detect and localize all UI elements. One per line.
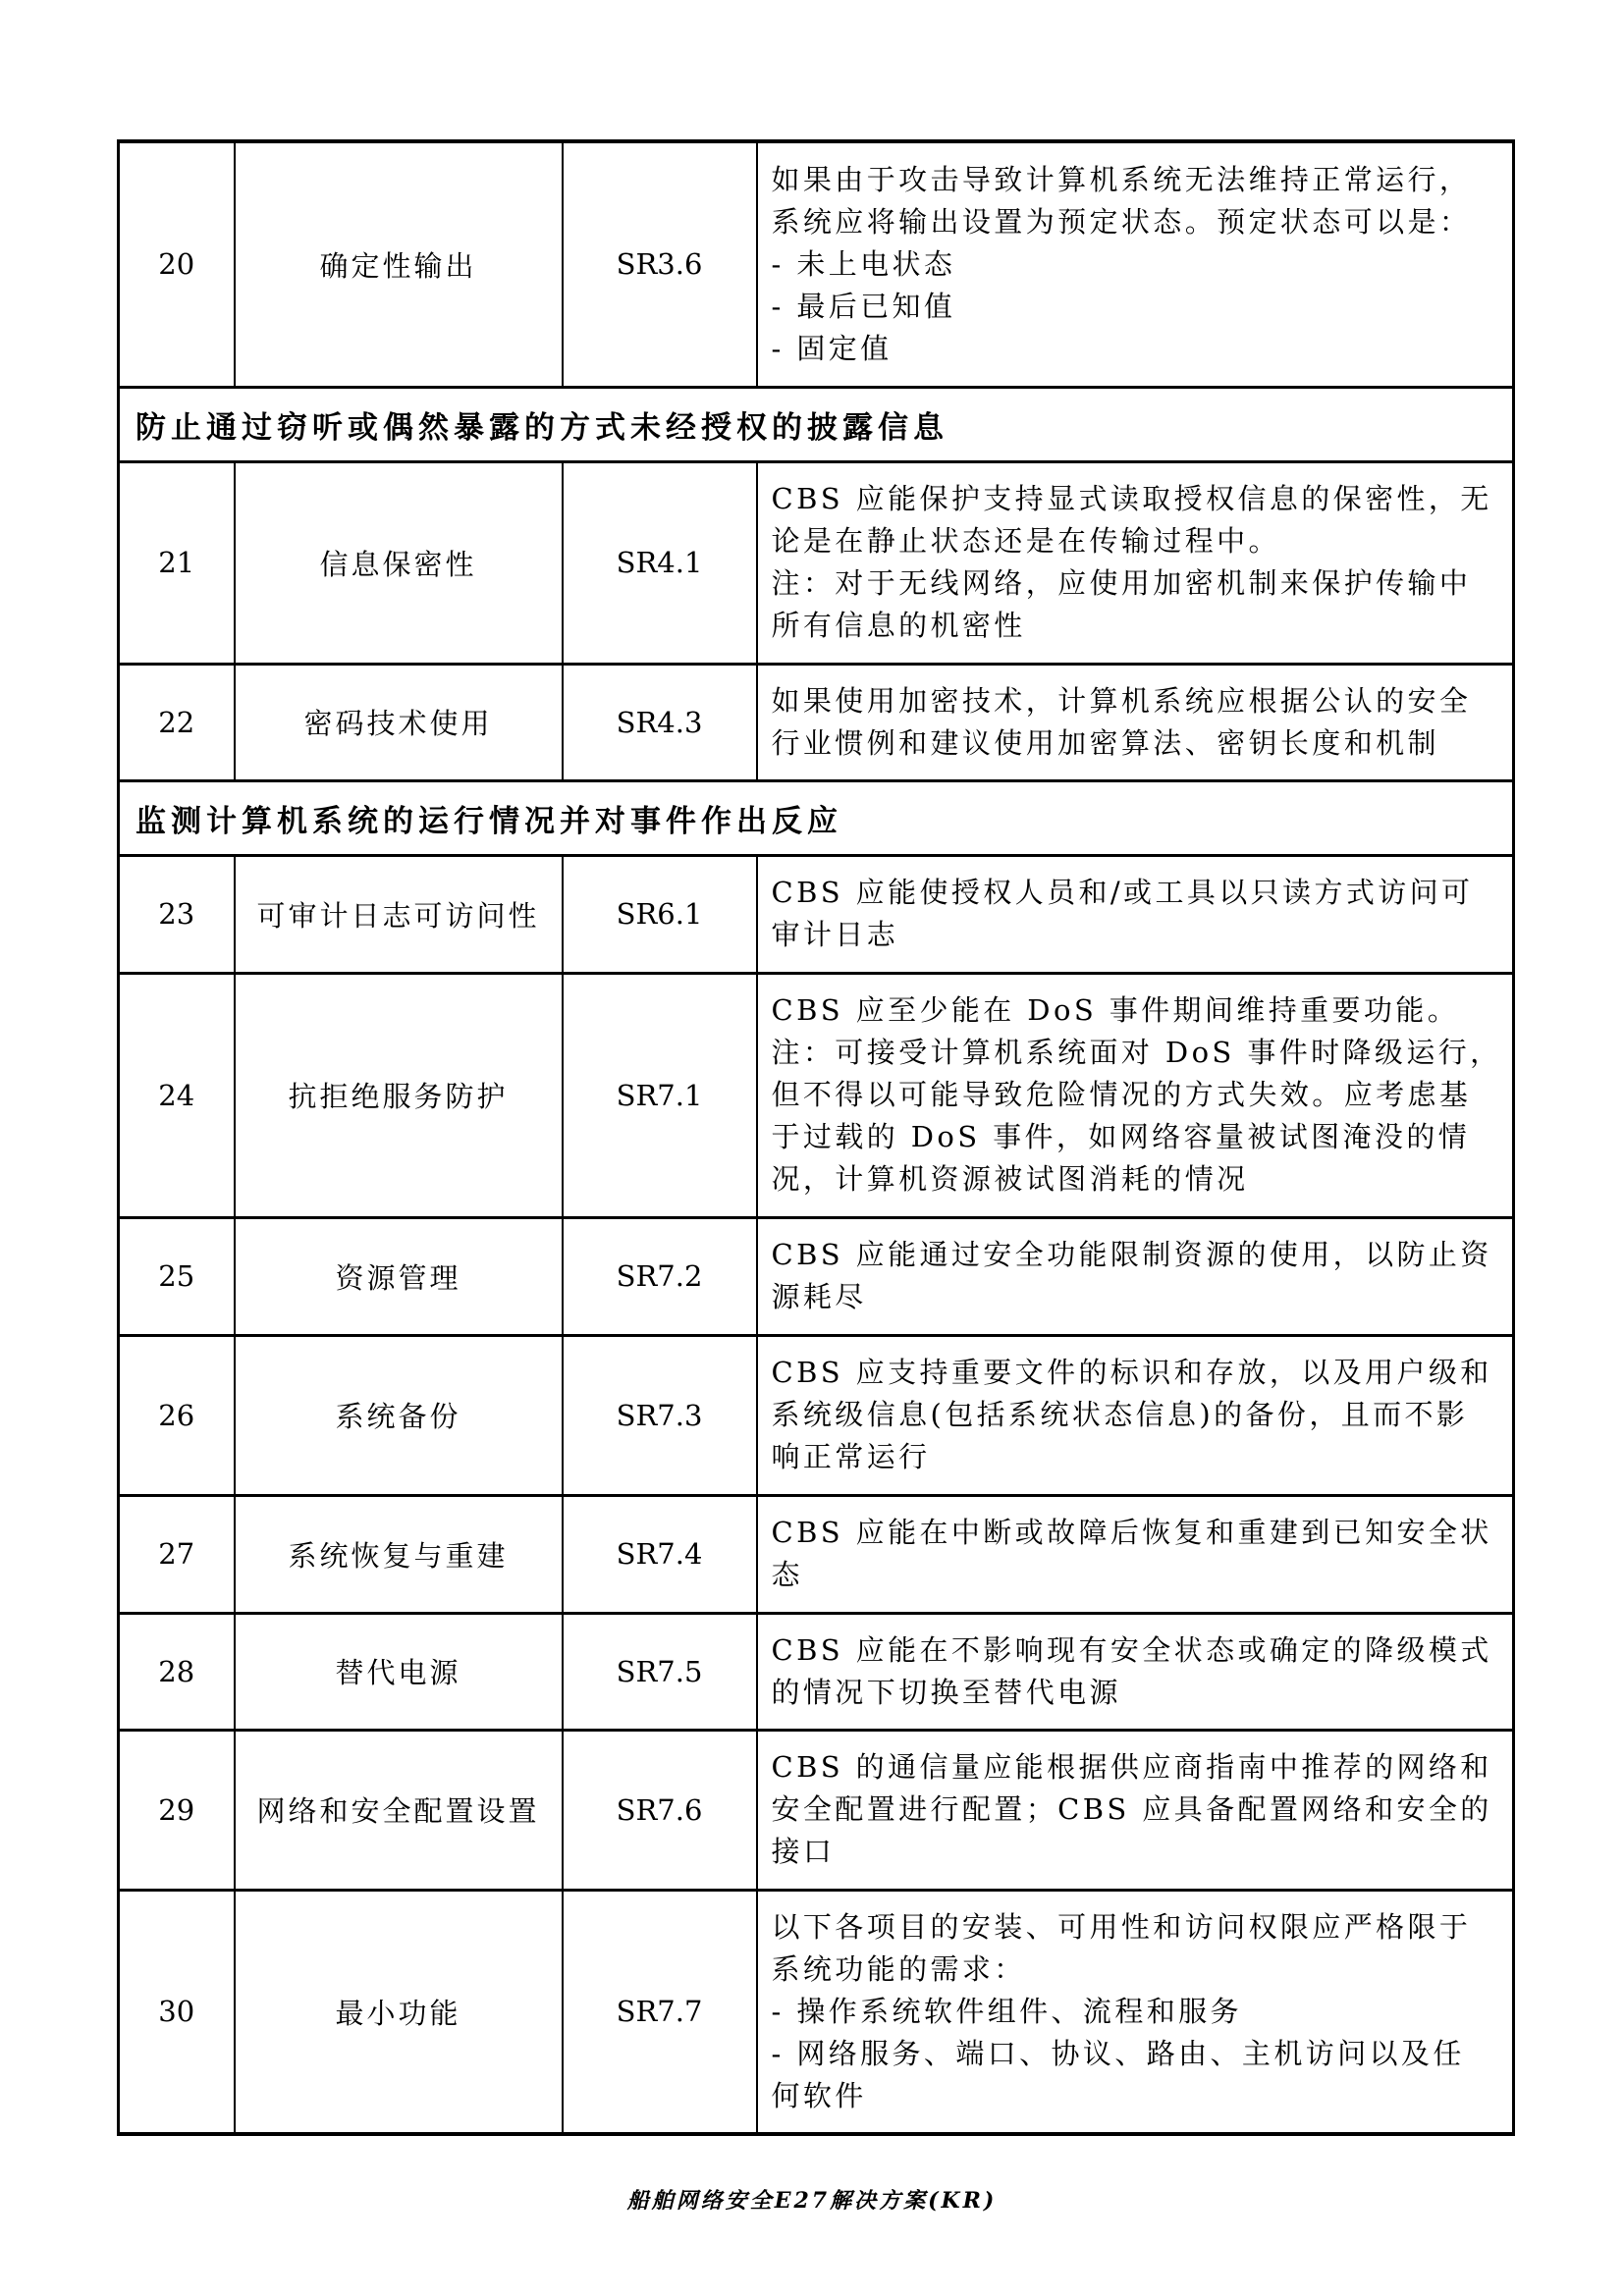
description-line: CBS 应支持重要文件的标识和存放，以及用户级和: [771, 1356, 1492, 1389]
requirement-name: 资源管理: [235, 1217, 563, 1335]
row-number: 23: [119, 855, 235, 973]
description-line: 安全配置进行配置；CBS 应具备配置网络和安全的: [771, 1792, 1492, 1826]
section-header-row: [119, 387, 1514, 461]
description-line: CBS 应能在不影响现有安全状态或确定的降级模式: [771, 1632, 1492, 1667]
description-line: CBS 应至少能在 DoS 事件期间维持重要功能。: [771, 993, 1460, 1027]
row-number: 29: [119, 1730, 235, 1890]
table-row: [119, 1495, 1514, 1613]
requirement-reference: SR7.6: [563, 1730, 757, 1890]
description-line: 系统功能的需求：: [771, 1951, 1026, 1986]
description-line: 系统级信息(包括系统状态信息)的备份，且而不影: [771, 1398, 1469, 1431]
requirement-reference: SR3.6: [563, 141, 757, 387]
row-number: 28: [119, 1613, 235, 1730]
table-body: [119, 141, 1514, 2134]
description-line: 响正常运行: [771, 1440, 931, 1473]
table-row: [119, 461, 1514, 664]
requirement-name: 网络和安全配置设置: [235, 1730, 563, 1890]
description-line: - 固定值: [771, 331, 893, 365]
section-title: 监测计算机系统的运行情况并对事件作出反应: [119, 780, 1514, 855]
requirement-name: 系统备份: [235, 1335, 563, 1495]
requirement-description: [757, 1890, 1514, 2134]
table-row: [119, 1613, 1514, 1730]
description-line: 如果使用加密技术，计算机系统应根据公认的安全: [771, 683, 1472, 718]
row-number: 24: [119, 973, 235, 1217]
section-title: 防止通过窃听或偶然暴露的方式未经授权的披露信息: [119, 387, 1514, 461]
requirement-name: 替代电源: [235, 1613, 563, 1730]
requirement-description: [757, 855, 1514, 973]
description-line: 况，计算机资源被试图消耗的情况: [771, 1162, 1249, 1196]
description-line: CBS 应能使授权人员和/或工具以只读方式访问可: [771, 876, 1474, 909]
requirement-name: 最小功能: [235, 1890, 563, 2134]
requirement-description: [757, 973, 1514, 1217]
row-number: 27: [119, 1495, 235, 1613]
description-line: 注：对于无线网络，应使用加密机制来保护传输中: [771, 566, 1472, 600]
row-number: 21: [119, 461, 235, 664]
table-row: [119, 1217, 1514, 1335]
description-line: 所有信息的机密性: [771, 609, 1026, 642]
description-line: CBS 的通信量应能根据供应商指南中推荐的网络和: [771, 1750, 1492, 1784]
description-line: - 未上电状态: [771, 246, 956, 281]
table-row: [119, 855, 1514, 973]
row-number: 22: [119, 664, 235, 780]
description-line: CBS 应能保护支持显式读取授权信息的保密性，无: [771, 482, 1492, 515]
requirement-name: 密码技术使用: [235, 664, 563, 780]
requirement-reference: SR4.3: [563, 664, 757, 780]
description-line: 但不得以可能导致危险情况的方式失效。应考虑基: [771, 1078, 1472, 1111]
requirement-description: [757, 1217, 1514, 1335]
requirement-reference: SR7.5: [563, 1613, 757, 1730]
requirement-name: 抗拒绝服务防护: [235, 973, 563, 1217]
requirement-reference: SR6.1: [563, 855, 757, 973]
row-number: 26: [119, 1335, 235, 1495]
description-line: 系统应将输出设置为预定状态。预定状态可以是：: [771, 204, 1472, 239]
description-line: 态: [771, 1558, 803, 1591]
requirement-reference: SR7.3: [563, 1335, 757, 1495]
section-header-row: [119, 780, 1514, 855]
requirement-description: [757, 1730, 1514, 1890]
description-line: 的情况下切换至替代电源: [771, 1675, 1121, 1709]
table-row: [119, 141, 1514, 387]
requirement-description: [757, 1613, 1514, 1730]
row-number: 25: [119, 1217, 235, 1335]
description-line: 何软件: [771, 2078, 867, 2112]
description-line: 审计日志: [771, 918, 899, 951]
table-row: [119, 1335, 1514, 1495]
table-row: [119, 973, 1514, 1217]
page-footer: 船舶网络安全E27解决方案(KR): [626, 2188, 998, 2214]
requirement-reference: SR7.1: [563, 973, 757, 1217]
table-row: [119, 664, 1514, 780]
requirement-description: [757, 461, 1514, 664]
requirement-reference: SR7.2: [563, 1217, 757, 1335]
description-line: 注：可接受计算机系统面对 DoS 事件时降级运行，: [771, 1036, 1502, 1069]
row-number: 30: [119, 1890, 235, 2134]
requirement-description: [757, 664, 1514, 780]
requirement-name: 可审计日志可访问性: [235, 855, 563, 973]
security-requirements-table: [117, 139, 1515, 2136]
description-line: 如果由于攻击导致计算机系统无法维持正常运行，: [771, 162, 1472, 196]
row-number: 20: [119, 141, 235, 387]
description-line: 以下各项目的安装、可用性和访问权限应严格限于: [771, 1909, 1472, 1944]
table-row: [119, 1730, 1514, 1890]
requirement-reference: SR4.1: [563, 461, 757, 664]
requirement-name: 系统恢复与重建: [235, 1495, 563, 1613]
description-line: - 操作系统软件组件、流程和服务: [771, 1994, 1242, 2028]
requirement-name: 确定性输出: [235, 141, 563, 387]
description-line: - 网络服务、端口、协议、路由、主机访问以及任: [771, 2036, 1465, 2070]
description-line: 行业惯例和建议使用加密算法、密钥长度和机制: [771, 725, 1439, 760]
description-line: CBS 应能通过安全功能限制资源的使用，以防止资: [771, 1238, 1492, 1271]
requirement-description: [757, 1335, 1514, 1495]
requirement-name: 信息保密性: [235, 461, 563, 664]
description-line: 于过载的 DoS 事件，如网络容量被试图淹没的情: [771, 1120, 1471, 1153]
description-line: CBS 应能在中断或故障后恢复和重建到已知安全状: [771, 1516, 1492, 1549]
requirement-reference: SR7.4: [563, 1495, 757, 1613]
requirement-description: [757, 141, 1514, 387]
table-row: [119, 1890, 1514, 2134]
description-line: 接口: [771, 1835, 836, 1868]
requirement-description: [757, 1495, 1514, 1613]
requirement-reference: SR7.7: [563, 1890, 757, 2134]
description-line: - 最后已知值: [771, 289, 956, 323]
description-line: 论是在静止状态还是在传输过程中。: [771, 524, 1280, 558]
description-line: 源耗尽: [771, 1280, 867, 1313]
